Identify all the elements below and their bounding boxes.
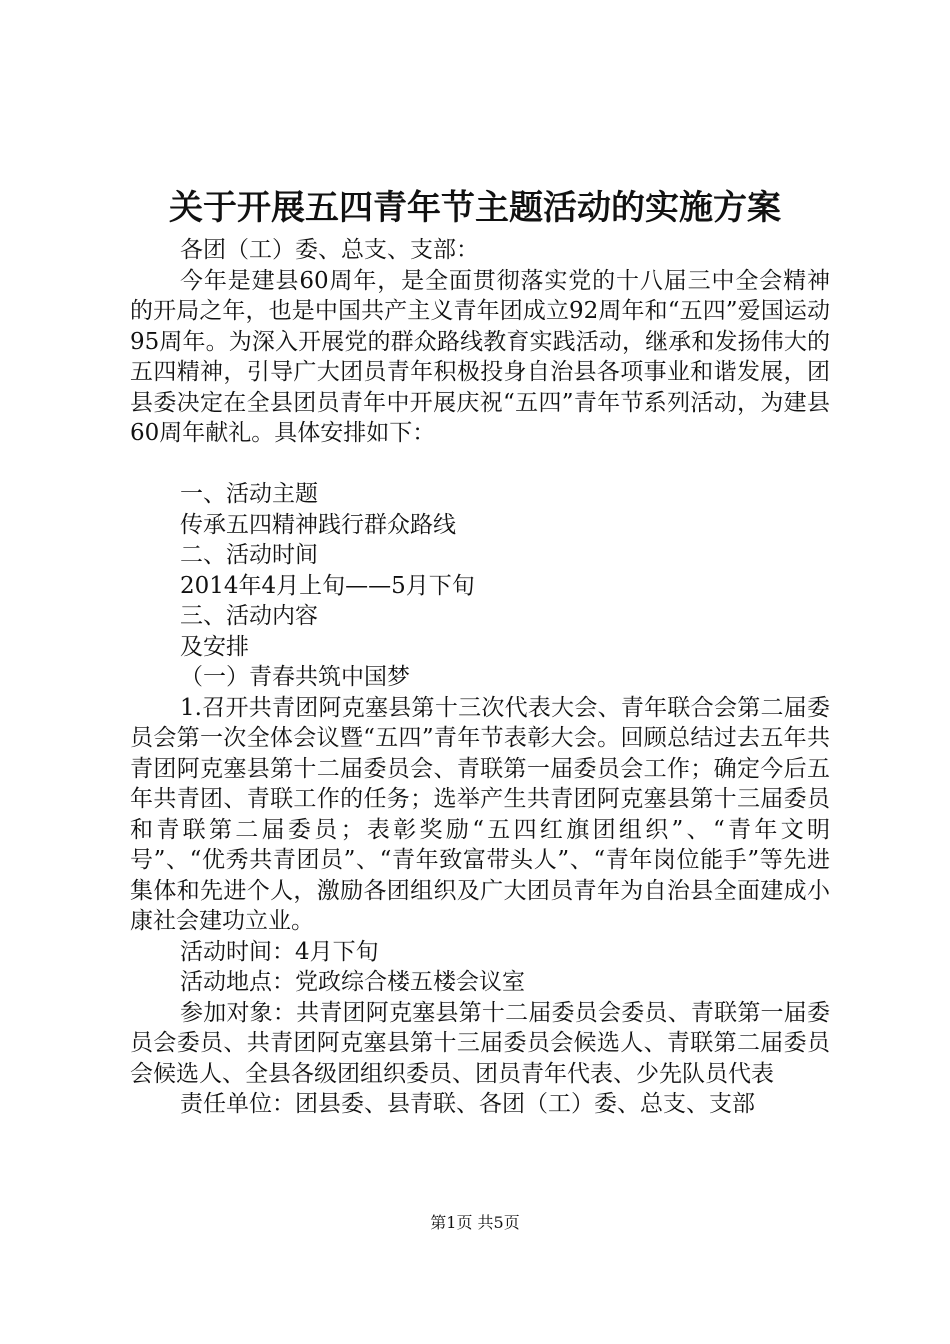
subsection-heading: （一）青春共筑中国梦: [180, 664, 410, 690]
salutation: 各团（工）委、总支、支部：: [180, 237, 479, 263]
section-content-theme: 传承五四精神践行群众路线: [180, 511, 456, 538]
item-paragraph: 1.召开共青团阿克塞县第十三次代表大会、青年联合会第二届委员会第一次全体会议暨“五四”青年节表彰大会。回顾总结过去五年共青团阿克塞县第十二届委员会、青联第一届委员会工作；确定今后五年共青团、青联工作的任务；选举产生共青团阿克塞县第十三届委员和青联第二届委员；表彰奖励“五四红旗团组织”、“青年文明号”、“优秀共青团员”、“青年致富带头人”、“青年岗位能手”等先进集体和先进个人，激励各团组织及广大团员青年为自治县全面建成小康社会建功立业。: [130, 694, 830, 934]
section-content-time: 2014年4月上旬——5月下旬: [180, 572, 475, 599]
responsible-units: 责任单位：团县委、县青联、各团（工）委、总支、支部: [180, 1091, 755, 1117]
section-heading-time: 二、活动时间: [180, 542, 318, 568]
section-heading-theme: 一、活动主题: [180, 481, 318, 507]
activity-time: 活动时间：4月下旬: [180, 938, 379, 965]
intro-paragraph: 今年是建县60周年，是全面贯彻落实党的十八届三中全会精神的开局之年，也是中国共产主义青年团成立92周年和“五四”爱国运动95周年。为深入开展党的群众路线教育实践活动，继承和发扬伟大的五四精神，引导广大团员青年积极投身自治县各项事业和谐发展，团县委决定在全县团员青年中开展庆祝“五四”青年节系列活动，为建县60周年献礼。具体安排如下：: [130, 267, 830, 446]
document-body: [130, 235, 830, 1120]
blank-line: [130, 449, 830, 480]
page-footer: 第1页 共5页: [430, 1213, 520, 1232]
participants-paragraph: 参加对象：共青团阿克塞县第十二届委员会委员、青联第一届委员会委员、共青团阿克塞县第十三届委员会候选人、青联第二届委员会候选人、全县各级团组织委员、团员青年代表、少先队员代表: [130, 999, 830, 1087]
document-title: 关于开展五四青年节主题活动的实施方案: [169, 188, 781, 228]
section-heading-content: 三、活动内容: [180, 603, 318, 629]
section-heading-content-cont: 及安排: [180, 633, 249, 660]
activity-place: 活动地点：党政综合楼五楼会议室: [180, 969, 525, 995]
